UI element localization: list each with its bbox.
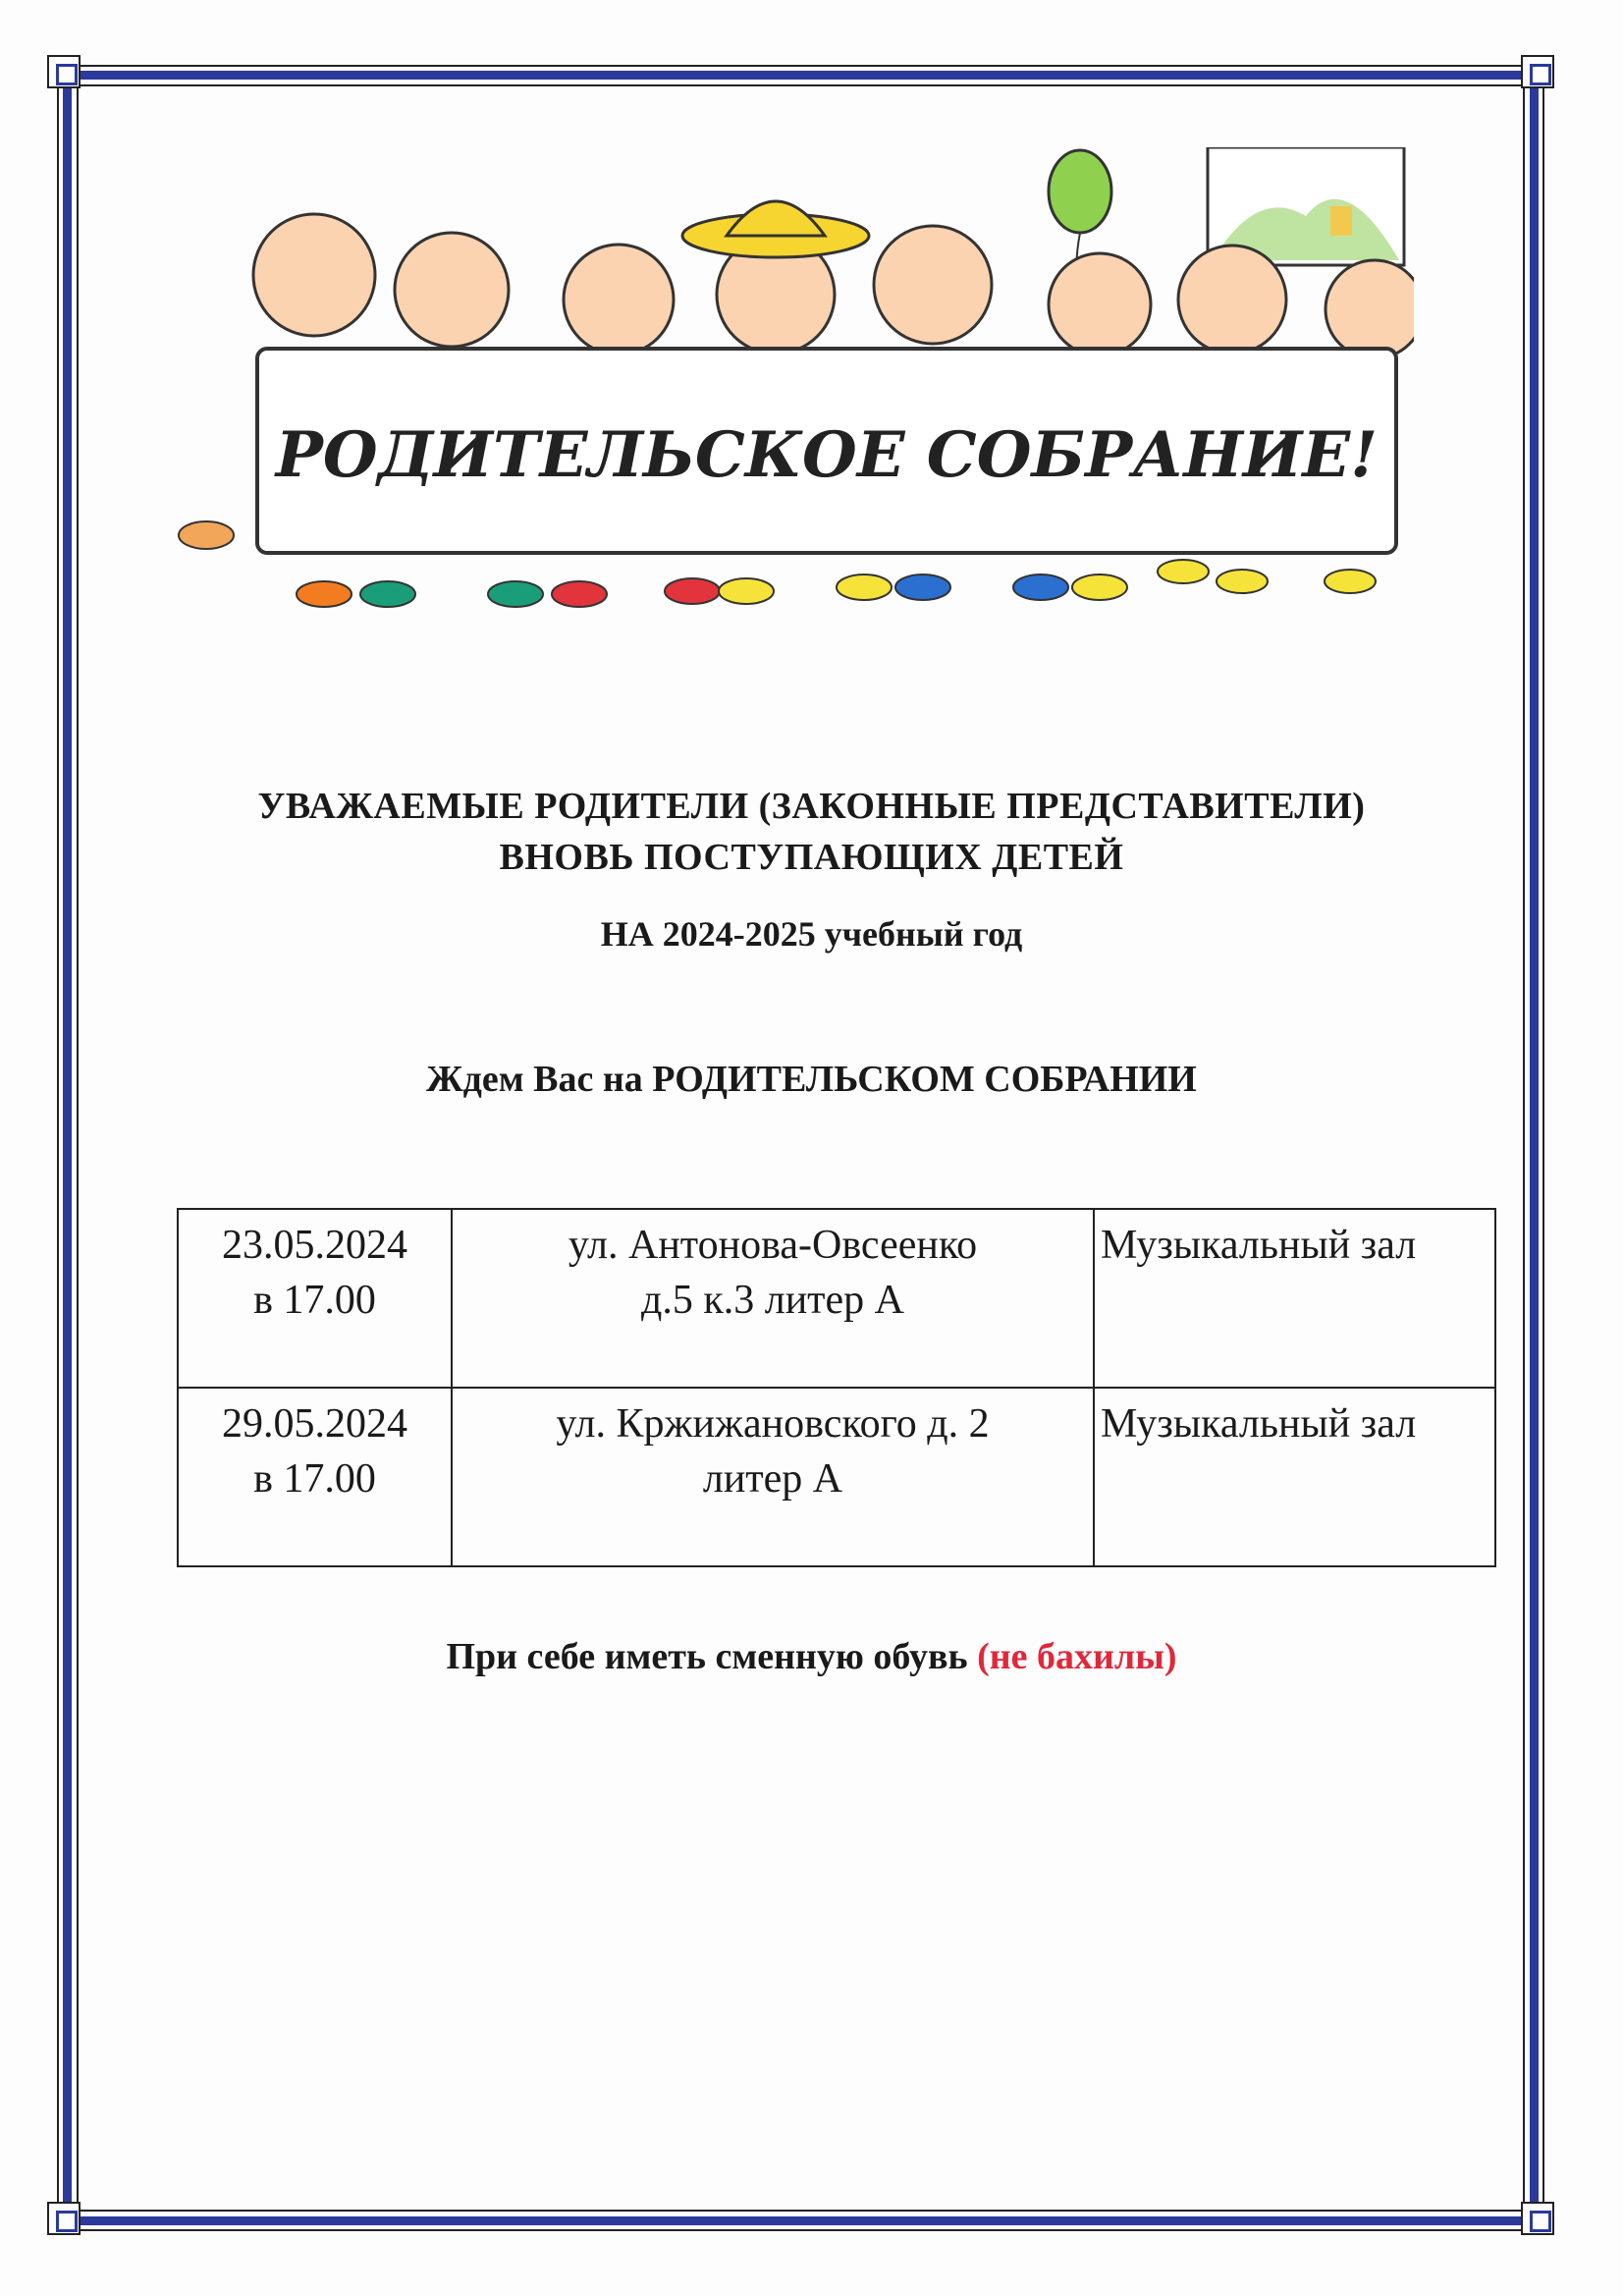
children-feet [297,560,1376,607]
address-line-2: литер А [702,1456,843,1502]
date-cell [178,1388,452,1566]
meeting-date: 23.05.2024 [222,1223,407,1268]
meeting-date: 29.05.2024 [222,1401,407,1447]
frame-corner-ornament [47,55,81,88]
greeting-heading [0,781,1623,883]
meeting-time: в 17.00 [253,1278,376,1323]
address-line-2: д.5 к.3 литер А [640,1278,905,1323]
footwear-note-text: При себе иметь сменную обувь [446,1636,978,1677]
meeting-schedule-table [177,1208,1496,1567]
frame-corner-ornament [1521,2202,1554,2235]
greeting-line-2: ВНОВЬ ПОСТУПАЮЩИХ ДЕТЕЙ [499,837,1124,878]
address-line-1: ул. Кржижановского д. 2 [556,1401,990,1447]
footwear-note [0,1635,1623,1678]
place-cell [1094,1388,1495,1566]
footwear-note-highlight: (не бахилы) [977,1636,1177,1677]
address-cell [452,1209,1094,1388]
frame-corner-ornament [47,2202,81,2235]
meeting-time: в 17.00 [253,1456,376,1502]
academic-year: НА 2024-2025 учебный год [600,914,1023,954]
meeting-place: Музыкальный зал [1101,1401,1417,1447]
table-row [178,1388,1495,1566]
place-cell [1094,1209,1495,1388]
banner-sign-text: РОДИТЕЛЬСКОЕ СОБРАНИЕ! [275,418,1379,492]
children-banner-illustration [177,147,1414,609]
leaf-icon [179,521,234,549]
greeting-line-1: УВАЖАЕМЫЕ РОДИТЕЛИ (ЗАКОННЫЕ ПРЕДСТАВИТЕЛИ) [257,786,1366,827]
table-row [178,1209,1495,1388]
date-cell [178,1209,452,1388]
frame-corner-ornament [1521,55,1554,88]
address-cell [452,1388,1094,1566]
address-line-1: ул. Антонова-Овсеенко [568,1223,978,1268]
meeting-place: Музыкальный зал [1101,1223,1417,1268]
invitation-text: Ждем Вас на РОДИТЕЛЬСКОМ СОБРАНИИ [426,1059,1197,1100]
